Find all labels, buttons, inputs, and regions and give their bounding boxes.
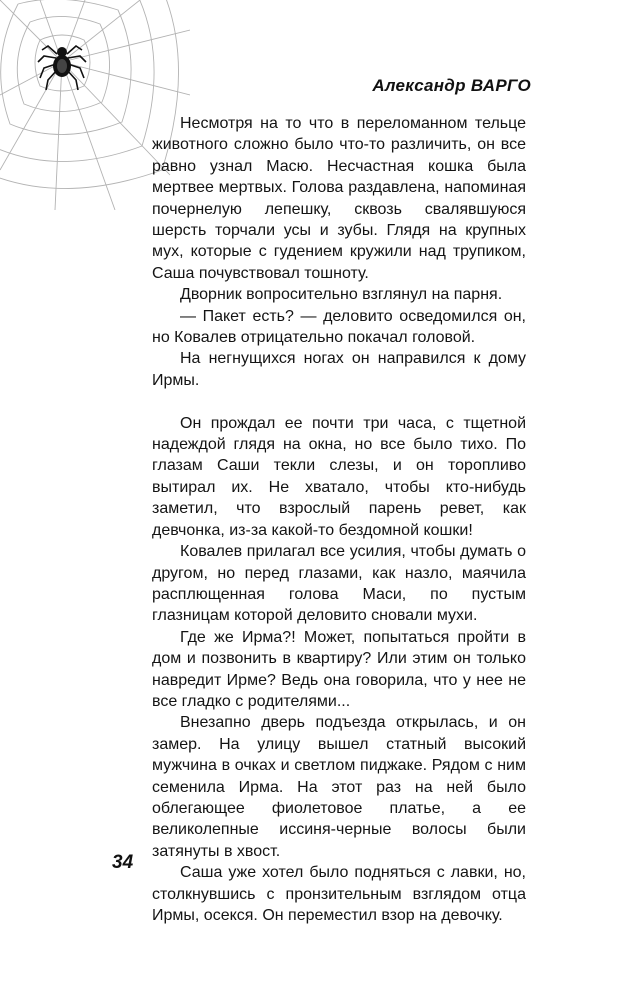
running-header-author: Александр ВАРГО <box>372 76 531 95</box>
body-text <box>152 113 526 926</box>
paragraph: Он прождал ее почти три часа, с тщетной надеждой глядя на окна, но все было тихо. По глазам Саши текли слезы, и он торопливо вытирал их. Не хватало, чтобы кто-нибудь заметил, что взрослый парень ревет, как девчонка, из-за какой-то бездомной кошки! <box>152 414 526 539</box>
paragraph: Саша уже хотел было подняться с лавки, но, столкнувшись с пронзительным взглядом отца Ирмы, осекся. Он переместил взор на девочку. <box>152 864 526 925</box>
paragraph: Дворник вопросительно взглянул на парня. <box>180 286 503 304</box>
paragraph: Ковалев прилагал все усилия, чтобы думать о другом, но перед глазами, как назло, маячила расплющенная голова Маси, по пустым глазницам которой деловито сновали мухи. <box>152 543 526 625</box>
paragraph: — Пакет есть? — деловито осведомился он, но Ковалев отрицательно покачал головой. <box>152 307 526 347</box>
paragraph: Внезапно дверь подъезда открылась, и он замер. На улицу вышел статный высокий мужчина в очках и светлом пиджаке. Рядом с ним семенила Ирма. На этот раз на ней было облегающее фиолетовое платье, а ее великолепные иссиня-черные волосы были затянуты в хвост. <box>152 714 526 860</box>
page-number: 34 <box>112 852 134 873</box>
paragraph: На негнущихся ногах он направился к дому Ирмы. <box>152 350 526 389</box>
paragraph: Несмотря на то что в переломанном тельце животного сложно было что-то различить, он все равно узнал Масю. Несчастная кошка была мертвее мертвых. Голова раздавлена, напоминая почернелую лепешку, сквозь свалявшуюся шерсть торчали усы и зубы. Глядя на крупных мух, которые с гудением кружили над трупиком, Саша почувствовал тошноту. <box>152 115 526 282</box>
spider-icon <box>38 46 86 90</box>
paragraph: Где же Ирма?! Может, попытаться пройти в дом и позвонить в квартиру? Или этим он только навредит Ирме? Ведь она говорила, что у нее не все гладко с родителями... <box>152 628 526 710</box>
